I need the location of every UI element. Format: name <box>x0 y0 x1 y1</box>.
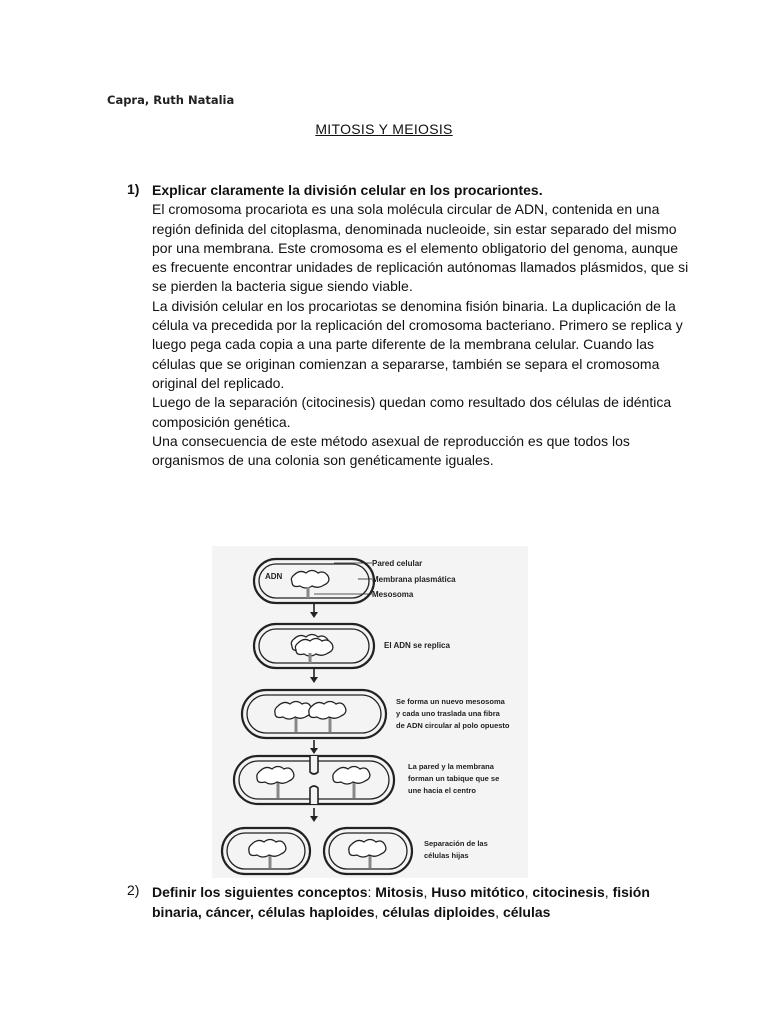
label-membrana: Membrana plasmática <box>372 575 456 584</box>
term: células diploides <box>382 904 496 920</box>
label-separacion-2: células hijas <box>424 851 469 860</box>
stage-2-cell <box>254 624 374 668</box>
arrow-down-icon <box>310 740 318 754</box>
arrow-down-icon <box>310 808 318 822</box>
term: Huso mitótico <box>431 884 525 900</box>
stage-1-cell <box>254 559 374 603</box>
term: células <box>502 904 551 920</box>
separator: , <box>524 884 533 900</box>
label-mesosoma-nuevo-2: y cada uno traslada una fibra <box>396 709 500 718</box>
author-name: Capra, Ruth Natalia <box>107 93 235 107</box>
label-tabique-2: forman un tabique que se <box>408 774 500 783</box>
question-2-number: 2) <box>127 882 140 898</box>
separator: , <box>495 904 503 920</box>
question-1-paragraph: Una consecuencia de este método asexual de reproducción es que todos los organismos de una colonia son genéticamente iguales. <box>152 432 630 469</box>
arrow-down-icon <box>310 669 318 683</box>
label-tabique-1: La pared y la membrana <box>408 762 494 771</box>
document-title: MITOSIS Y MEIOSIS <box>315 121 453 137</box>
label-pared: Pared celular <box>372 559 423 568</box>
separator: , <box>423 884 432 900</box>
label-replica: El ADN se replica <box>384 641 450 650</box>
stage-4-cell <box>234 756 394 804</box>
label-mesosoma-nuevo-1: Se forma un nuevo mesosoma <box>396 697 505 706</box>
question-2 <box>152 882 692 922</box>
question-1-heading: Explicar claramente la división celular en los procariontes. <box>152 182 543 198</box>
separator: , <box>604 884 613 900</box>
term: fisión binaria, cáncer, células haploides <box>152 884 650 920</box>
question-1-number: 1) <box>127 181 140 197</box>
question-2-intro: Definir los siguientes conceptos <box>152 884 368 900</box>
question-1-paragraph: La división celular en los procariotas se denomina fisión binaria. La duplicación de la célula va precedida por la replicación del cromosoma bacteriano. Primero se replica y luego pega cada copia a una parte diferente de la membrana celular. Cuando las células que se originan comienzan a separarse, también se separa el cromosoma original del replicado. <box>152 297 683 391</box>
label-mesosoma: Mesosoma <box>372 590 414 599</box>
question-1-paragraph: El cromosoma procariota es una sola molécula circular de ADN, contenida en una región definida del citoplasma, denominada nucleoide, sin estar separado del mismo por una membrana. Este cromosoma es el elemento obligatorio del genoma, aunque es frecuente encontrar unidades de replicación autónomas llamados plásmidos, que si se pierden la bacteria sigue siendo viable. <box>152 201 689 295</box>
term: citocinesis <box>532 884 605 900</box>
label-mesosoma-nuevo-3: de ADN circular al polo opuesto <box>396 721 510 730</box>
separator: : <box>367 884 376 900</box>
question-1 <box>152 181 692 470</box>
stage-5-cells <box>222 828 412 874</box>
binary-fission-diagram <box>212 546 528 878</box>
stage-3-cell <box>242 690 386 738</box>
term: Mitosis <box>375 884 424 900</box>
adn-label: ADN <box>265 572 283 581</box>
binary-fission-figure <box>212 546 528 878</box>
arrow-down-icon <box>310 604 318 618</box>
dna-loop <box>291 571 329 589</box>
separator: , <box>374 904 383 920</box>
label-tabique-3: une hacia el centro <box>408 786 476 795</box>
label-separacion-1: Separación de las <box>424 839 488 848</box>
question-1-paragraph: Luego de la separación (citocinesis) quedan como resultado dos células de idéntica composición genética. <box>152 394 672 430</box>
